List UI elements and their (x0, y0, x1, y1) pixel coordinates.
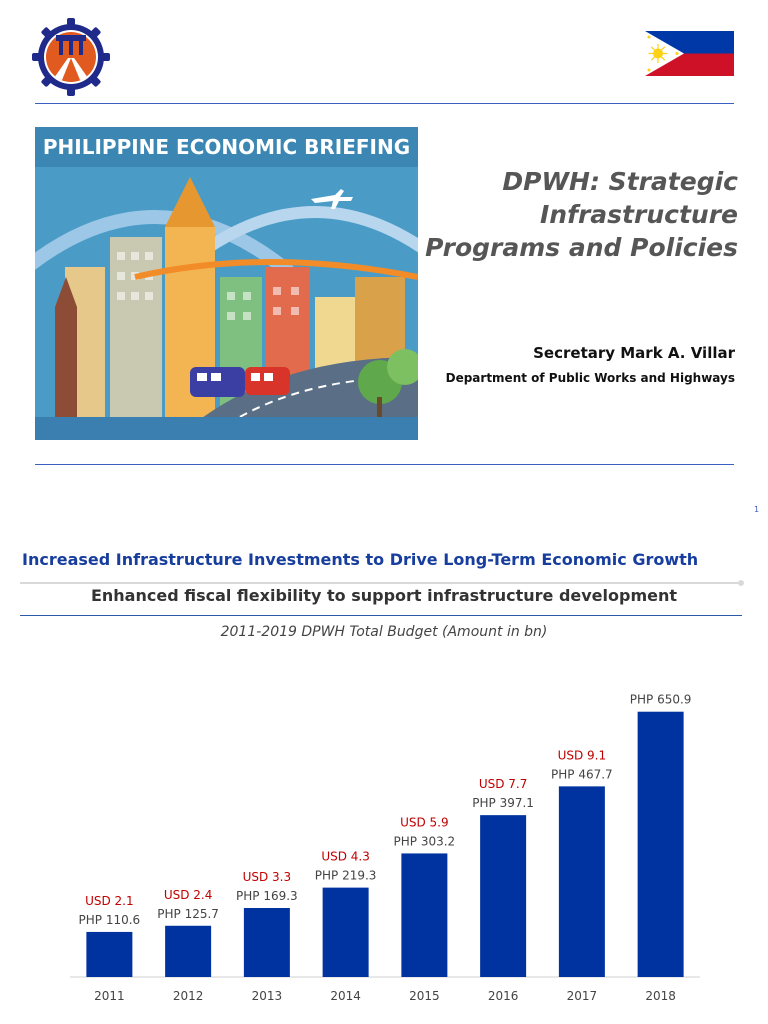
x-tick-2016: 2016 (487, 989, 519, 1003)
presentation-title (408, 165, 738, 264)
php-label-2012: PHP 125.7 (157, 906, 219, 921)
usd-label-2014: USD 4.3 (321, 849, 370, 864)
footer-divider (35, 464, 734, 465)
dpwh-logo (32, 18, 110, 96)
bar-2018 (638, 712, 684, 977)
title-line-2: Infrastructure (540, 200, 738, 229)
usd-label-2012: USD 2.4 (163, 887, 213, 902)
x-tick-2012: 2012 (172, 989, 204, 1003)
title-line-3: Programs and Policies (425, 233, 738, 262)
bar-2011 (86, 932, 132, 977)
php-label-2018: PHP 650.9 (629, 692, 692, 707)
x-tick-2017: 2017 (566, 989, 598, 1003)
chart-title: 2011-2019 DPWH Total Budget (Amount in bn) (220, 624, 548, 640)
slide-subheading: Enhanced fiscal flexibility to support infrastructure development (90, 586, 678, 605)
bar-2016 (480, 815, 526, 977)
php-label-2014: PHP 219.3 (314, 868, 377, 883)
x-tick-2014: 2014 (330, 989, 361, 1003)
bar-2012 (165, 926, 211, 977)
subheading-divider (20, 615, 742, 616)
slide-headline: Increased Infrastructure Investments to Drive Long-Term Economic Growth (22, 550, 699, 569)
title-line-1: DPWH: Strategic (502, 167, 738, 196)
bar-2017 (559, 786, 605, 977)
php-label-2015: PHP 303.2 (393, 834, 456, 849)
presenter-name: Secretary Mark A. Villar (533, 344, 735, 362)
bar-2014 (323, 888, 369, 977)
philippine-flag (645, 31, 734, 76)
cover-banner-title: PHILIPPINE ECONOMIC BRIEFING (42, 135, 411, 159)
header-divider (35, 103, 734, 104)
usd-label-2011: USD 2.1 (85, 893, 134, 908)
x-tick-2013: 2013 (251, 989, 283, 1003)
usd-label-2017: USD 9.1 (557, 748, 607, 763)
usd-label-2016: USD 7.7 (478, 777, 528, 792)
php-label-2011: PHP 110.6 (78, 912, 141, 927)
budget-bar-chart (0, 640, 768, 1024)
bar-2015 (401, 853, 447, 977)
php-label-2017: PHP 467.7 (551, 767, 613, 782)
department-name: Department of Public Works and Highways (445, 371, 735, 385)
page-number: 1 (754, 505, 760, 514)
x-tick-2011: 2011 (94, 989, 125, 1003)
headline-divider (20, 582, 742, 584)
usd-label-2013: USD 3.3 (242, 869, 292, 884)
cover-illustration (35, 127, 418, 440)
x-tick-2015: 2015 (409, 989, 440, 1003)
bar-2013 (244, 908, 290, 977)
x-tick-2018: 2018 (645, 989, 676, 1003)
php-label-2013: PHP 169.3 (236, 888, 298, 903)
php-label-2016: PHP 397.1 (472, 796, 534, 811)
usd-label-2015: USD 5.9 (400, 815, 449, 830)
